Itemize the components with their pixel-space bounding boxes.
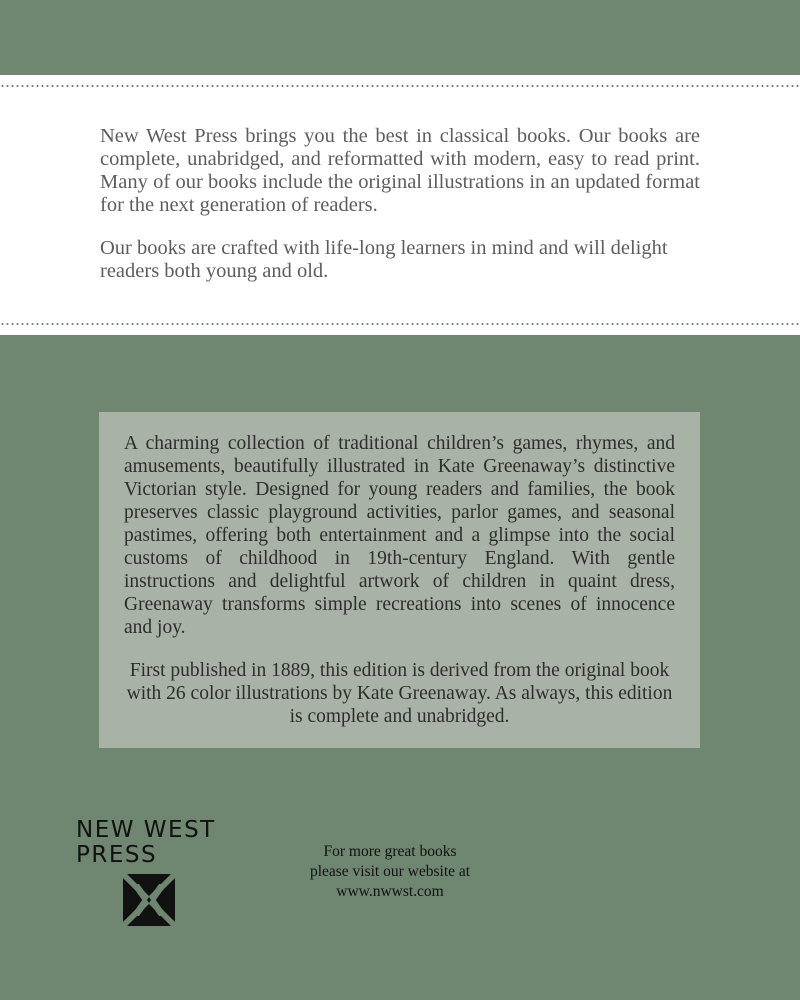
intro-paragraph-1: New West Press brings you the best in classical books. Our books are complete, unabridged, and reformatted with modern, easy to read print. Many of our books include the original illustrations in an updated format for the next generation of readers. — [100, 125, 700, 216]
intro-paragraph-2: Our books are crafted with life-long learners in mind and will delight readers both young and old. — [100, 237, 668, 282]
website-url: www.nwwst.com — [336, 883, 444, 900]
logo-wordmark — [76, 818, 226, 868]
logo-line-1: NEW WEST — [76, 817, 216, 843]
logo-line-2: PRESS — [76, 842, 158, 868]
publisher-logo — [76, 818, 226, 868]
dotted-divider-top — [0, 85, 800, 87]
intro-band — [0, 75, 800, 335]
visit-line-2: please visit our website at — [309, 863, 471, 880]
book-description-box — [99, 412, 700, 748]
publisher-intro — [100, 125, 700, 283]
visit-line-1: For more great books — [323, 843, 457, 860]
description-paragraph-2: First published in 1889, this edition is derived from the original book with 26 color illustrations by Kate Greenaway. As always, this edition is complete and unabridged. — [126, 660, 673, 727]
website-note — [270, 842, 510, 902]
book-description — [124, 432, 675, 728]
nw-monogram-icon — [123, 874, 175, 926]
dotted-divider-bottom — [0, 323, 800, 325]
description-paragraph-1: A charming collection of traditional children’s games, rhymes, and amusements, beautifully illustrated in Kate Greenaway’s distinctive Victorian style. Designed for young readers and families, the book preserves classic playground activities, parlor games, and seasonal pastimes, offering both entertainment and a glimpse into the social customs of childhood in 19th-century England. With gentle instructions and delightful artwork of children in quaint dress, Greenaway transforms simple recreations into scenes of innocence and joy. — [124, 433, 675, 638]
